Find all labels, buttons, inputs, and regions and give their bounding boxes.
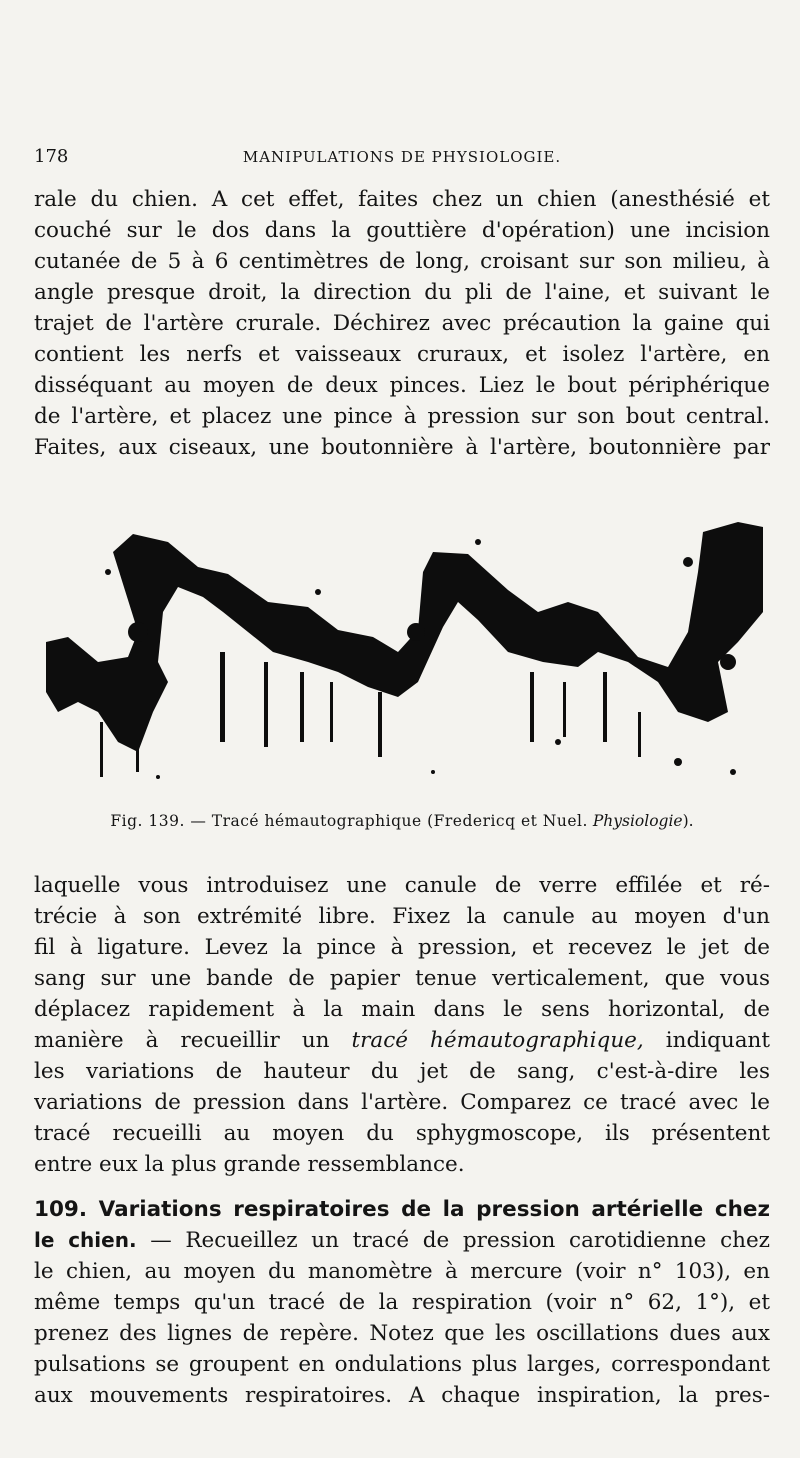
- ink-dot: [555, 739, 561, 745]
- text-line: trajet de l'artère crurale. Déchirez avec précaution la gaine qui: [34, 311, 770, 336]
- text-line: de l'artère, et placez une pince à pression sur son bout central.: [34, 404, 770, 429]
- drip: [300, 672, 304, 742]
- text-line: le chien, au moyen du manomètre à mercure (voir n° 103), en: [34, 1259, 770, 1284]
- text-line: variations de pression dans l'artère. Comparez ce tracé avec le: [34, 1090, 770, 1115]
- drip: [563, 682, 566, 737]
- drip: [100, 722, 103, 777]
- ink-dot: [683, 557, 693, 567]
- ink-dot: [674, 758, 682, 766]
- drip: [603, 672, 607, 742]
- caption-suffix: ).: [682, 812, 694, 830]
- ink-dot: [431, 770, 435, 774]
- text-line: même temps qu'un tracé de la respiration (voir n° 62, 1°), et: [34, 1290, 770, 1315]
- trace-image: [38, 512, 766, 802]
- page-header: [34, 146, 770, 170]
- drip: [638, 712, 641, 757]
- drip: [530, 672, 534, 742]
- figure-caption: [34, 812, 770, 830]
- text-line: cutanée de 5 à 6 centimètres de long, croisant sur son milieu, à: [34, 249, 770, 274]
- text-line: entre eux la plus grande ressemblance.: [34, 1152, 465, 1177]
- text-fragment: manière à recueillir un: [34, 1028, 352, 1053]
- bottom-paragraph: [34, 870, 770, 1180]
- hemautographic-trace-figure: [38, 512, 766, 802]
- drip: [136, 742, 139, 772]
- drip: [330, 682, 333, 742]
- ink-dot: [475, 539, 481, 545]
- ink-dot: [315, 589, 321, 595]
- ink-dot: [730, 769, 736, 775]
- ink-dot: [156, 775, 160, 779]
- ink-dot: [720, 654, 736, 670]
- section-heading: 109. Variations respiratoires de la pression artérielle chez: [34, 1197, 770, 1222]
- italic-term: tracé hémautographique,: [351, 1028, 644, 1053]
- text-line: trécie à son extrémité libre. Fixez la canule au moyen d'un: [34, 904, 770, 929]
- text-line: tracé recueilli au moyen du sphygmoscope, ils présentent: [34, 1121, 770, 1146]
- text-line: couché sur le dos dans la gouttière d'opération) une incision: [34, 218, 770, 243]
- text-fragment: indiquant: [643, 1028, 770, 1053]
- drip: [220, 652, 225, 742]
- text-line: rale du chien. A cet effet, faites chez un chien (anesthésié et: [34, 187, 770, 212]
- running-title: MANIPULATIONS DE PHYSIOLOGIE.: [242, 148, 562, 166]
- top-paragraph: [34, 184, 770, 463]
- ink-dot: [407, 623, 425, 641]
- text-line: [34, 1225, 770, 1256]
- text-line: déplacez rapidement à la main dans le sens horizontal, de: [34, 997, 770, 1022]
- text-line: angle presque droit, la direction du pli de l'aine, et suivant le: [34, 280, 770, 305]
- text-line: disséquant au moyen de deux pinces. Liez le bout périphérique: [34, 373, 770, 398]
- text-line: aux mouvements respiratoires. A chaque inspiration, la pres-: [34, 1383, 770, 1408]
- drip: [378, 692, 382, 757]
- text-line: pulsations se groupent en ondulations plus larges, correspondant: [34, 1352, 770, 1377]
- text-line: prenez des lignes de repère. Notez que les oscillations dues aux: [34, 1321, 770, 1346]
- text-line-italic-term: [34, 1025, 770, 1056]
- text-line: contient les nerfs et vaisseaux cruraux, et isolez l'artère, en: [34, 342, 770, 367]
- caption-text: Fig. 139. — Tracé hémautographique (Fredericq et Nuel.: [110, 812, 588, 830]
- page-number: 178: [34, 146, 69, 167]
- text-line: les variations de hauteur du jet de sang, c'est-à-dire les: [34, 1059, 770, 1084]
- ink-dot: [105, 569, 111, 575]
- ink-dot: [128, 622, 148, 642]
- text-fragment: — Recueillez un tracé de pression carotidienne chez: [136, 1228, 770, 1253]
- section-109: [34, 1194, 770, 1411]
- text-line: Faites, aux ciseaux, une boutonnière à l'artère, boutonnière par: [34, 435, 770, 460]
- trace-band: [46, 522, 763, 752]
- text-line: sang sur une bande de papier tenue verticalement, que vous: [34, 966, 770, 991]
- text-line: fil à ligature. Levez la pince à pression, et recevez le jet de: [34, 935, 770, 960]
- section-heading-continued: le chien.: [34, 1228, 137, 1252]
- blood-trace: [46, 522, 763, 779]
- text-line: laquelle vous introduisez une canule de verre effilée et ré-: [34, 873, 770, 898]
- drip: [264, 662, 268, 747]
- caption-source-title: Physiologie: [592, 812, 683, 830]
